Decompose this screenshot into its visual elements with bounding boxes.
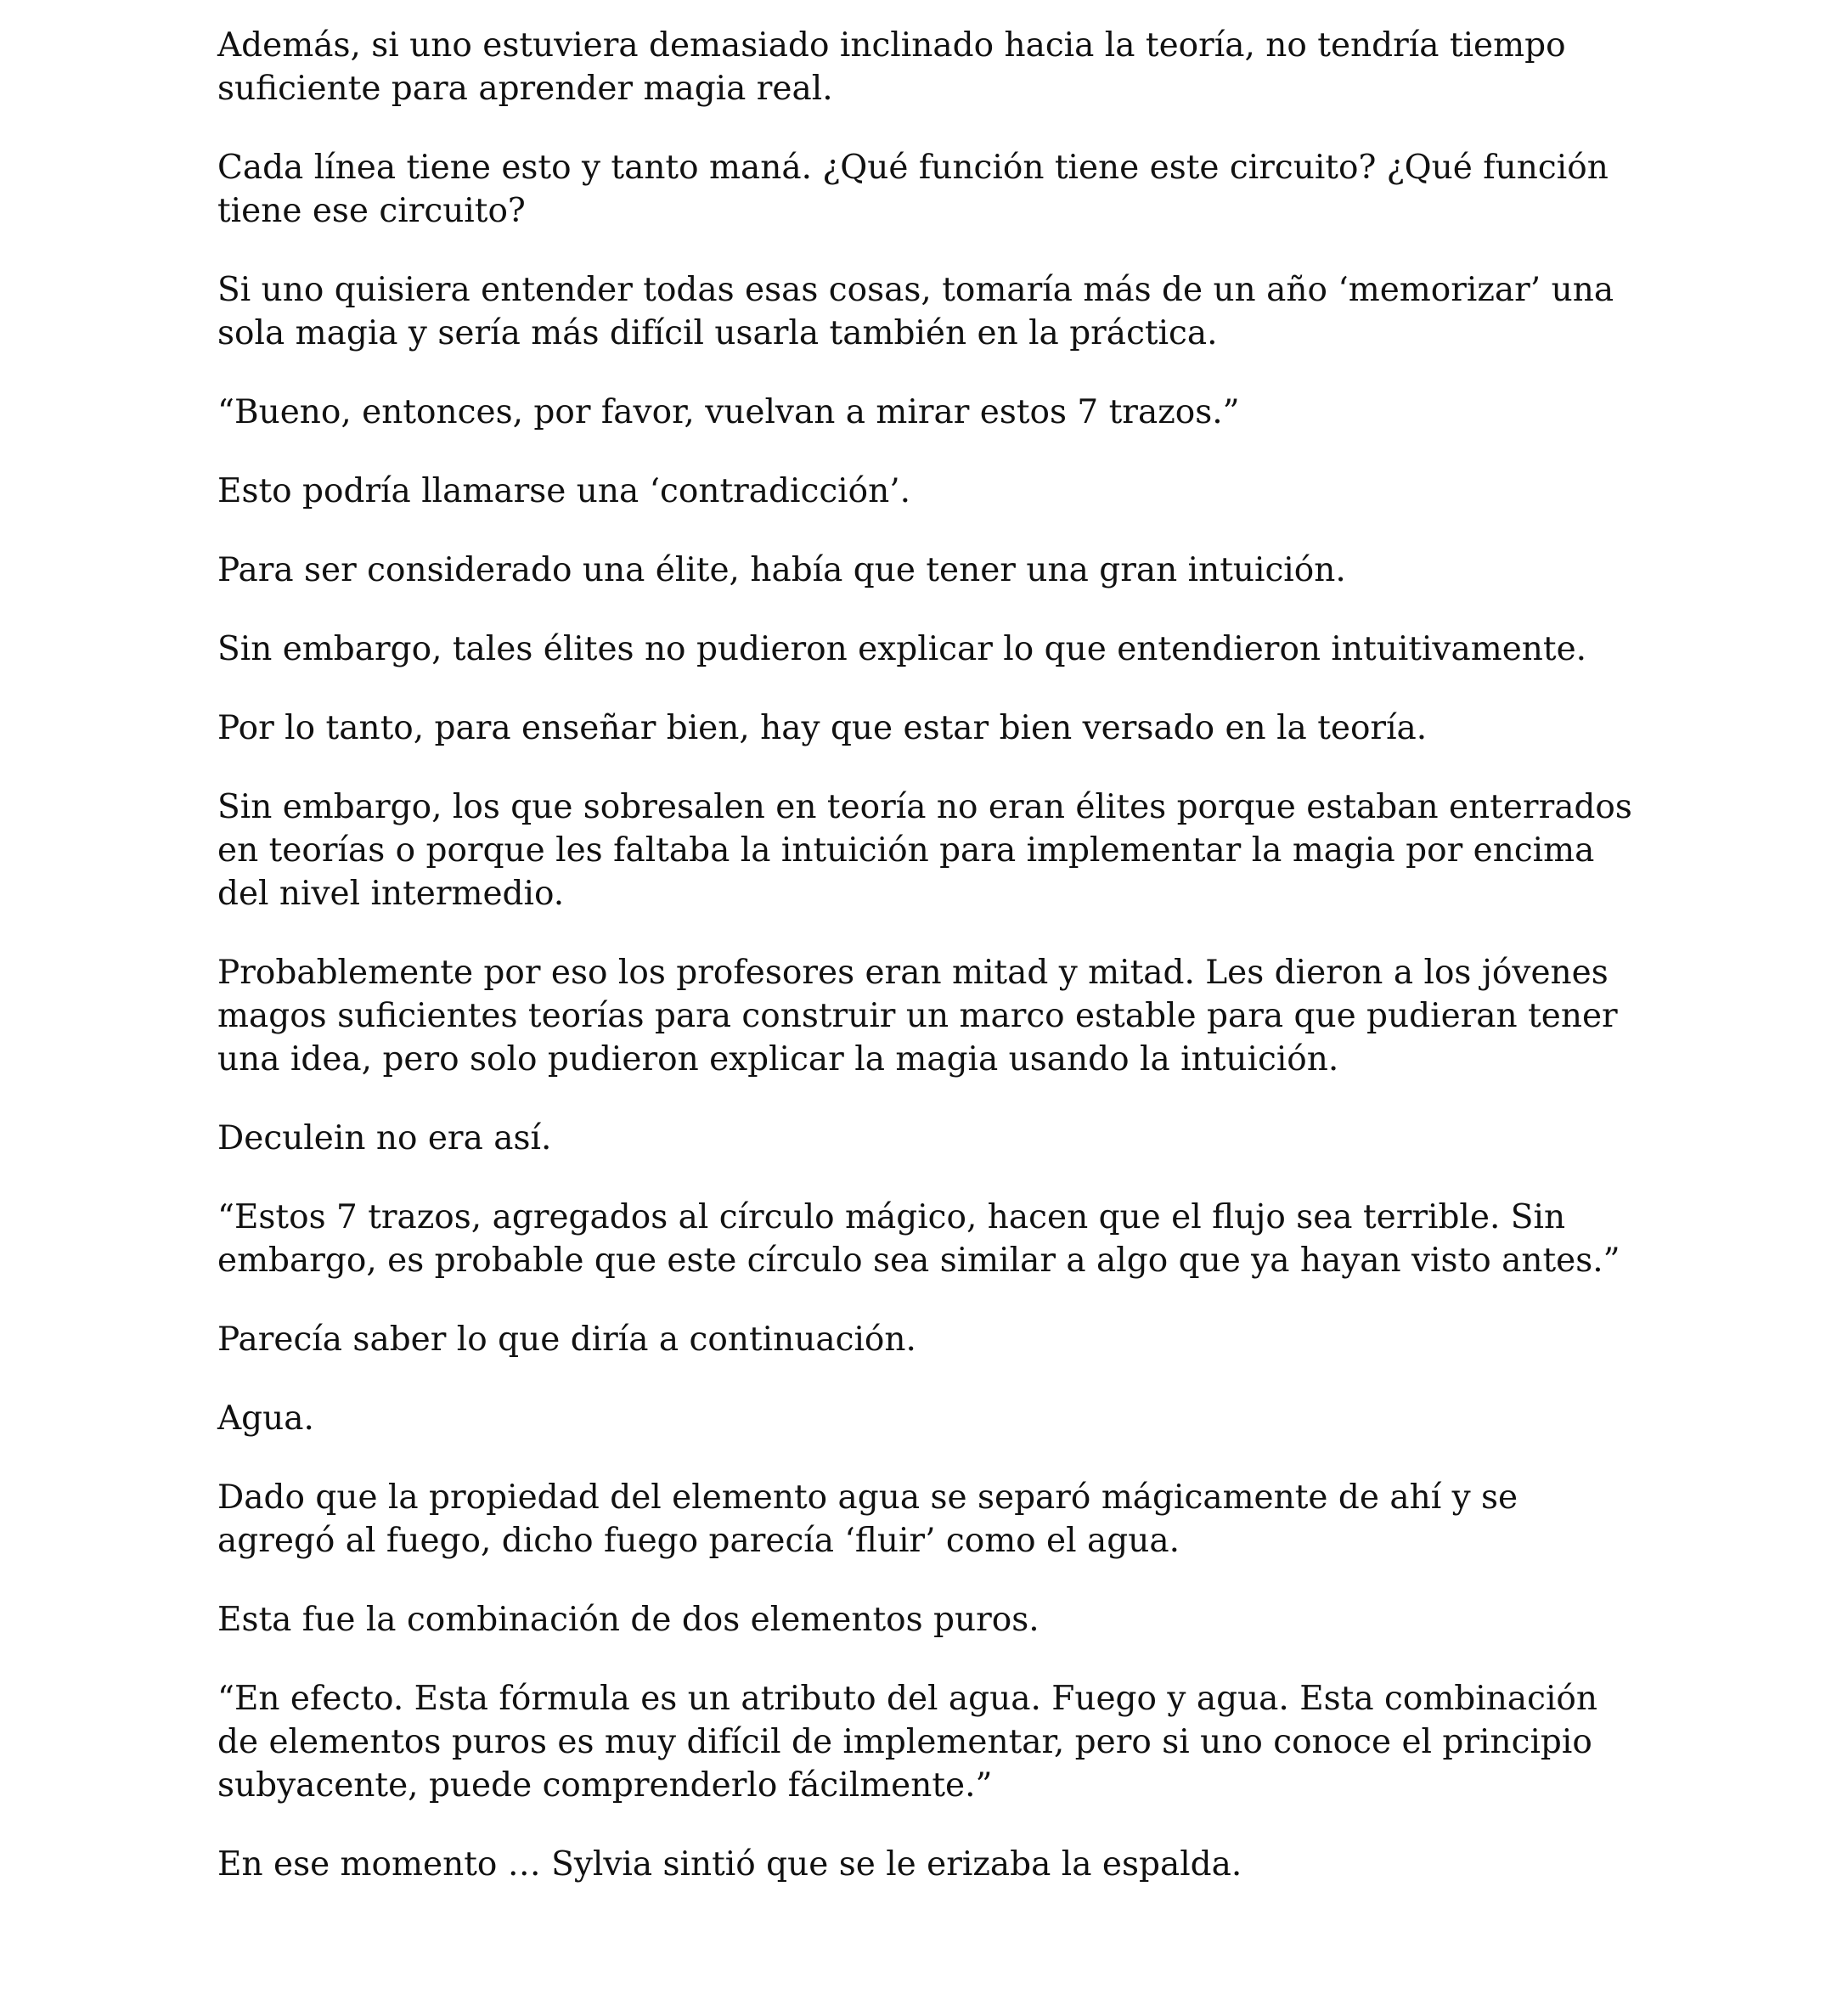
paragraph-11: Deculein no era así. xyxy=(217,1119,552,1157)
paragraph-6: Para ser considerado una élite, había que tener una gran intuición. xyxy=(217,551,1346,589)
paragraph-14: Agua. xyxy=(217,1399,314,1438)
document-page xyxy=(217,24,1644,1922)
paragraph-5: Esto podría llamarse una ‘contradicción’. xyxy=(217,472,911,510)
paragraph-7: Sin embargo, tales élites no pudieron explicar lo que entendieron intuitivamente. xyxy=(217,630,1587,668)
paragraph-9: Sin embargo, los que sobresalen en teoría no eran élites porque estaban enterrados en teorías o porque les faltaba la intuición para implementar la magia por encima del nivel intermedio. xyxy=(217,788,1632,913)
paragraph-8: Por lo tanto, para enseñar bien, hay que estar bien versado en la teoría. xyxy=(217,709,1428,747)
paragraph-16: Esta fue la combinación de dos elementos puros. xyxy=(217,1601,1040,1639)
paragraph-1: Además, si uno estuviera demasiado inclinado hacia la teoría, no tendría tiempo suficiente para aprender magia real. xyxy=(217,26,1566,108)
paragraph-3: Si uno quisiera entender todas esas cosas, tomaría más de un año ‘memorizar’ una sola magia y sería más difícil usarla también en la práctica. xyxy=(217,271,1614,352)
paragraph-2: Cada línea tiene esto y tanto maná. ¿Qué función tiene este circuito? ¿Qué función tiene ese circuito? xyxy=(217,149,1609,230)
paragraph-4: “Bueno, entonces, por favor, vuelvan a mirar estos 7 trazos.” xyxy=(217,393,1240,431)
paragraph-10: Probablemente por eso los profesores eran mitad y mitad. Les dieron a los jóvenes magos suficientes teorías para construir un marco estable para que pudieran tener una idea, pero solo pudieron explicar la magia usando la intuición. xyxy=(217,954,1618,1078)
paragraph-18: En ese momento … Sylvia sintió que se le erizaba la espalda. xyxy=(217,1845,1242,1884)
paragraph-12: “Estos 7 trazos, agregados al círculo mágico, hacen que el flujo sea terrible. Sin embargo, es probable que este círculo sea similar a algo que ya hayan visto antes.” xyxy=(217,1198,1620,1280)
paragraph-17: “En efecto. Esta fórmula es un atributo del agua. Fuego y agua. Esta combinación de elementos puros es muy difícil de implementar, pero si uno conoce el principio subyacente, puede comprenderlo fácilmente.” xyxy=(217,1680,1598,1805)
paragraph-13: Parecía saber lo que diría a continuación. xyxy=(217,1320,916,1359)
paragraph-15: Dado que la propiedad del elemento agua se separó mágicamente de ahí y se agregó al fuego, dicho fuego parecía ‘fluir’ como el agua. xyxy=(217,1478,1518,1560)
